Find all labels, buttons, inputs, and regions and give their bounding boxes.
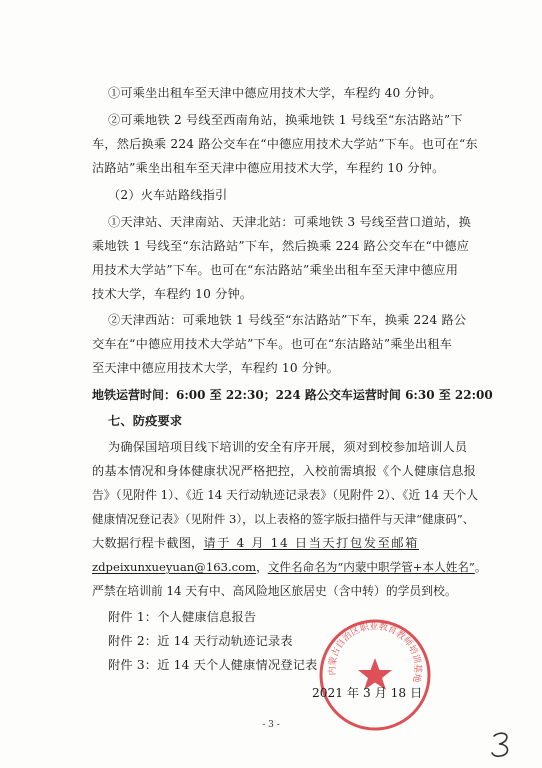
epidemic-para-line1: 为确保国培项目线下培训的安全有序开展，须对到校参加培训人员 bbox=[108, 440, 468, 454]
epidemic-para-line4: 健康情况登记表》（见附件 3），以上表格的签字版扫描件与天津“健康码”、 bbox=[92, 512, 475, 526]
route-metro-line2: 车，然后换乘 224 路公交车在“中德应用技术大学站”下车。也可在“东 bbox=[92, 137, 478, 151]
section-epidemic-heading: 七、防疫要求 bbox=[108, 414, 183, 428]
epidemic-para-line5 bbox=[92, 536, 419, 550]
document-date: 2021 年 3 月 18 日 bbox=[312, 686, 423, 700]
attachment-3: 附件 3：近 14 天个人健康情况登记表 bbox=[108, 658, 318, 672]
operating-hours: 地铁运营时间：6:00 至 22:30；224 路公交车运营时间 6:30 至 22:00 bbox=[92, 388, 493, 402]
train-route1-line1: ①天津站、天津南站、天津北站：可乘地铁 3 号线至营口道站，换 bbox=[108, 215, 471, 229]
epidemic-para-line7: 严禁在培训前 14 天有中、高风险地区旅居史（含中转）的学员到校。 bbox=[92, 584, 457, 598]
filename-instruction: 文件名命名为“内蒙中职学管+本人姓名” bbox=[267, 560, 475, 574]
handwritten-page-mark bbox=[488, 730, 516, 760]
train-route1-line3: 用技术大学站”下车。也可在“东沽路站”乘坐出租车至天津中德应用 bbox=[92, 263, 459, 277]
comma: ， bbox=[256, 560, 268, 574]
page-number: - 3 - bbox=[262, 720, 280, 730]
route-metro-line3: 沽路站”乘坐出租车至天津中德应用技术大学，车程约 10 分钟。 bbox=[92, 161, 445, 175]
train-route1-line2: 乘地铁 1 号线至“东沽路站”下车，然后换乘 224 路公交车在“中德应 bbox=[92, 239, 470, 253]
train-route2-line2: 交车在“中德应用技术大学站”下车。也可在“东沽路站”乘坐出租车 bbox=[92, 337, 453, 351]
period: 。 bbox=[474, 560, 487, 574]
epidemic-para-line6 bbox=[92, 560, 486, 574]
attachment-2: 附件 2：近 14 天行动轨迹记录表 bbox=[108, 634, 293, 648]
official-seal bbox=[316, 616, 434, 734]
epidemic-para-text: 大数据行程卡截图， bbox=[92, 536, 204, 550]
route-taxi: ①可乘坐出租车至天津中德应用技术大学，车程约 40 分钟。 bbox=[108, 86, 442, 100]
epidemic-para-line2: 的基本情况和身体健康状况严格把控，入校前需填报《个人健康信息报 bbox=[92, 464, 477, 478]
seal-text: 内蒙古自治区职业教育教师培训基地 bbox=[327, 622, 423, 684]
route-metro-line1: ②可乘地铁 2 号线至西南角站，换乘地铁 1 号线至“东沽路站”下 bbox=[108, 113, 463, 127]
attachment-1: 附件 1：个人健康信息报告 bbox=[108, 610, 257, 624]
epidemic-para-line3: 告》（见附件 1）、《近 14 天行动轨迹记录表》（见附件 2）、《近 14 天个人 bbox=[92, 488, 479, 502]
email-address: zdpeixunxueyuan@163.com bbox=[92, 560, 257, 574]
train-route2-line3: 至天津中德应用技术大学，车程约 10 分钟。 bbox=[92, 361, 340, 375]
train-route1-line4: 技术大学，车程约 10 分钟。 bbox=[92, 287, 253, 301]
section-train-heading: （2）火车站路线指引 bbox=[108, 188, 228, 202]
train-route2-line1: ②天津西站：可乘地铁 1 号线至“东沽路站”下车，换乘 224 路公 bbox=[108, 313, 467, 327]
deadline-instruction: 请于 4 月 14 日当天打包发至邮箱 bbox=[203, 536, 419, 550]
